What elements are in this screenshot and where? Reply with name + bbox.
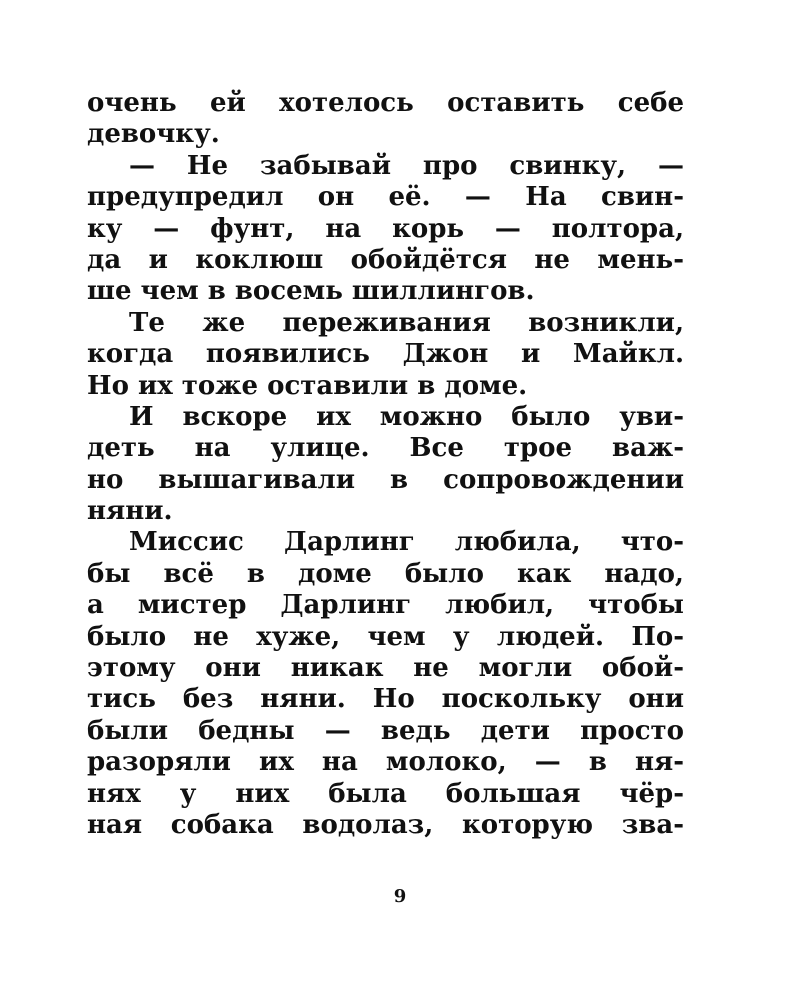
text-line: предупредил он её. — На свин- [87,182,684,213]
text-line: Миссис Дарлинг любила, что- [129,527,684,558]
text-line: а мистер Дарлинг любил, чтобы [87,590,684,621]
text-line: деть на улице. Все трое важ- [87,433,684,464]
text-line: но вышагивали в сопровождении [87,464,684,495]
text-line: тись без няни. Но поскольку они [87,684,684,715]
text-line: бы всё в доме было как надо, [87,558,684,589]
text-line: И вскоре их можно было уви- [129,401,684,432]
text-line: — Не забывай про свинку, — [129,150,684,181]
text-line: Те же переживания возникли, [129,307,684,338]
text-line: ная собака водолаз, которую зва- [87,809,684,840]
text-line: да и коклюш обойдётся не мень- [87,244,684,275]
text-line: нях у них была большая чёр- [87,778,684,809]
page-number: 9 [393,886,407,907]
text-line: девочку. [87,119,220,150]
text-line: этому они никак не могли обой- [87,653,684,684]
text-line: ку — фунт, на корь — полтора, [87,213,684,244]
text-line: очень ей хотелось оставить себе [87,88,684,118]
text-line: было не хуже, чем у людей. По- [87,621,684,652]
text-line: ше чем в восемь шиллингов. [87,276,535,307]
text-line: были бедны — ведь дети просто [87,715,684,746]
text-line: Но их тоже оставили в доме. [87,370,528,401]
body-text [87,88,684,841]
text-line: когда появились Джон и Майкл. [87,339,684,370]
text-line: няни. [87,496,173,527]
text-line: разоряли их на молоко, — в ня- [87,747,684,778]
